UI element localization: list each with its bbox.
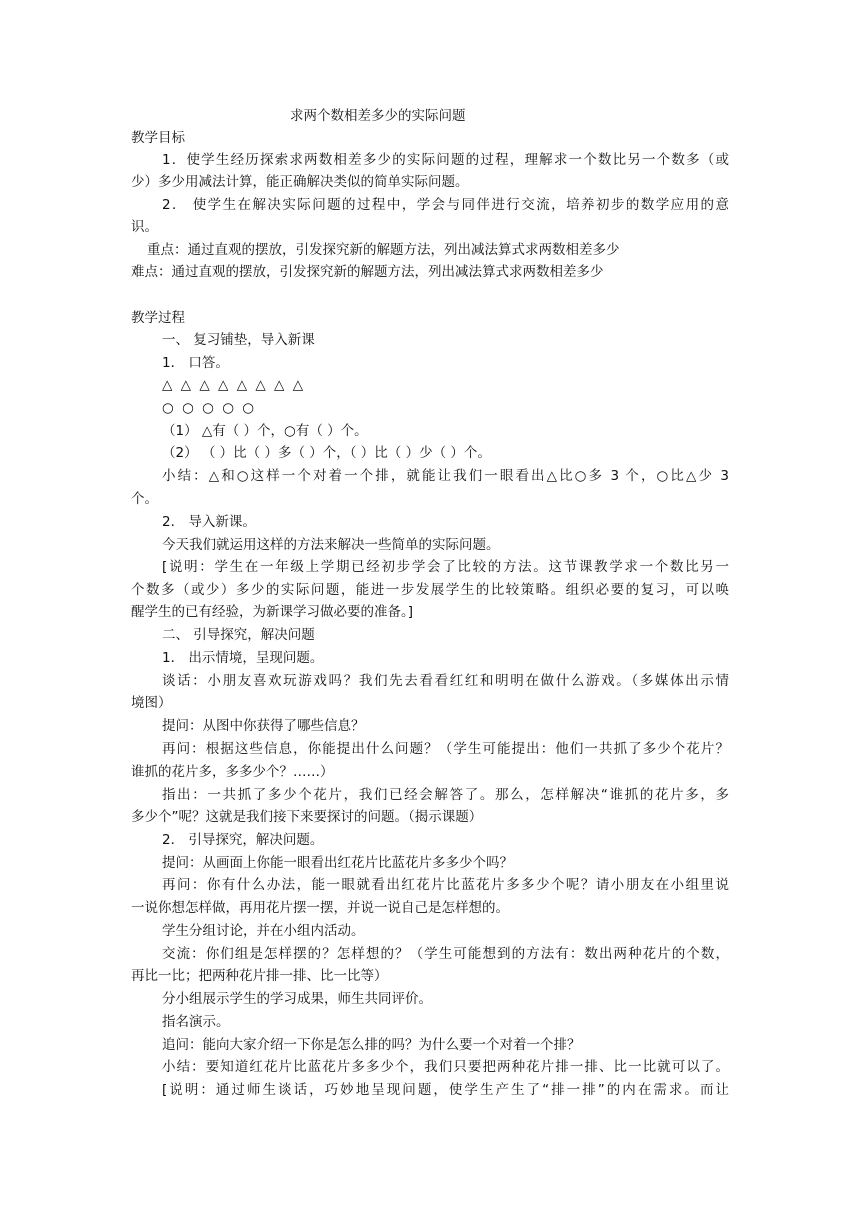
question-line: （1） △有（ ）个，○有（ ）个。	[162, 423, 368, 439]
paragraph-line: 追问：能向大家介绍一下你是怎么排的吗？为什么要一个对着一个排？	[162, 1037, 581, 1053]
paragraph-line: 1．使学生经历探索求两数相差多少的实际问题的过程，理解求一个数比另一个数多（或	[162, 152, 729, 168]
paragraph-line: 醒学生的已有经验，为新课学习做必要的准备。]	[131, 604, 414, 620]
paragraph-line: 提问：从画面上你能一眼看出红花片比蓝花片多多少个吗？	[162, 855, 513, 871]
circle-row: ○ ○ ○ ○ ○	[162, 400, 257, 416]
paragraph-line: 再问：根据这些信息，你能提出什么问题？（学生可能提出：他们一共抓了多少个花片？	[162, 741, 729, 757]
paragraph-line: 今天我们就运用这样的方法来解决一些简单的实际问题。	[162, 537, 500, 553]
section-heading-process: 教学过程	[131, 310, 185, 326]
paragraph-line: 谁抓的花片多，多多少个？……）	[131, 764, 334, 780]
paragraph-line: 个。	[131, 491, 158, 507]
subheading-review: 一、 复习铺垫，导入新课	[162, 332, 315, 348]
triangle-row: △ △ △ △ △ △ △ △	[162, 377, 306, 393]
paragraph-line: 小结：要知道红花片比蓝花片多多少个，我们只要把两种花片排一排、比一比就可以了。	[162, 1059, 729, 1075]
paragraph-line: 学生分组讨论，并在小组内活动。	[162, 923, 365, 939]
paragraph-line: [说明：通过师生谈话，巧妙地呈现问题，使学生产生了“排一排”的内在需求。而让	[162, 1082, 729, 1098]
paragraph-line: 1． 出示情境，呈现问题。	[162, 650, 324, 666]
paragraph-line: 一说你想怎样做，再用花片摆一摆，并说一说自己是怎样想的。	[131, 900, 509, 916]
paragraph-line: 1． 口答。	[162, 355, 229, 371]
paragraph-line: 再比一比；把两种花片排一排、比一比等）	[131, 968, 388, 984]
key-point-line: 重点：通过直观的摆放，引发探究新的解题方法，列出减法算式求两数相差多少	[147, 242, 620, 258]
paragraph-line: 少）多少用减法计算，能正确解决类似的简单实际问题。	[131, 174, 469, 190]
subheading-explore: 二、 引导探究，解决问题	[162, 627, 315, 643]
question-line: （2） （ ）比（ ）多（ ）个，（ ）比（ ）少（ ）个。	[162, 445, 491, 461]
paragraph-line: 交流：你们组是怎样摆的？怎样想的？（学生可能想到的方法有：数出两种花片的个数，	[162, 946, 729, 962]
paragraph-line: [说明：学生在一年级上学期已经初步学会了比较的方法。这节课教学求一个数比另一	[162, 559, 729, 575]
paragraph-line: 分小组展示学生的学习成果，师生共同评价。	[162, 991, 432, 1007]
paragraph-line: 指名演示。	[162, 1014, 230, 1030]
paragraph-line: 境图）	[131, 695, 172, 711]
paragraph-line: 提问：从图中你获得了哪些信息？	[162, 718, 365, 734]
paragraph-line: 2． 引导探究，解决问题。	[162, 832, 324, 848]
difficulty-line: 难点：通过直观的摆放，引发探究新的解题方法，列出减法算式求两数相差多少	[131, 264, 604, 280]
paragraph-line: 小结：△和○这样一个对着一个排，就能让我们一眼看出△比○多 3 个，○比△少 3	[162, 468, 729, 484]
paragraph-line: 谈话：小朋友喜欢玩游戏吗？我们先去看看红红和明明在做什么游戏。（多媒体出示情	[162, 673, 729, 689]
paragraph-line: 2． 使学生在解决实际问题的过程中，学会与同伴进行交流，培养初步的数学应用的意	[162, 197, 729, 213]
paragraph-line: 多少个”呢？这就是我们接下来要探讨的问题。（揭示课题）	[131, 809, 483, 825]
document-title: 求两个数相差多少的实际问题	[290, 108, 466, 124]
paragraph-line: 指出：一共抓了多少个花片，我们已经会解答了。那么，怎样解决“谁抓的花片多，多	[162, 787, 729, 803]
paragraph-line: 识。	[131, 219, 158, 235]
paragraph-line: 个数多（或少）多少的实际问题，能进一步发展学生的比较策略。组织必要的复习，可以唤	[131, 582, 729, 598]
paragraph-line: 2． 导入新课。	[162, 514, 256, 530]
section-heading-objectives: 教学目标	[131, 130, 185, 146]
paragraph-line: 再问：你有什么办法，能一眼就看出红花片比蓝花片多多少个呢？请小朋友在小组里说	[162, 877, 729, 893]
